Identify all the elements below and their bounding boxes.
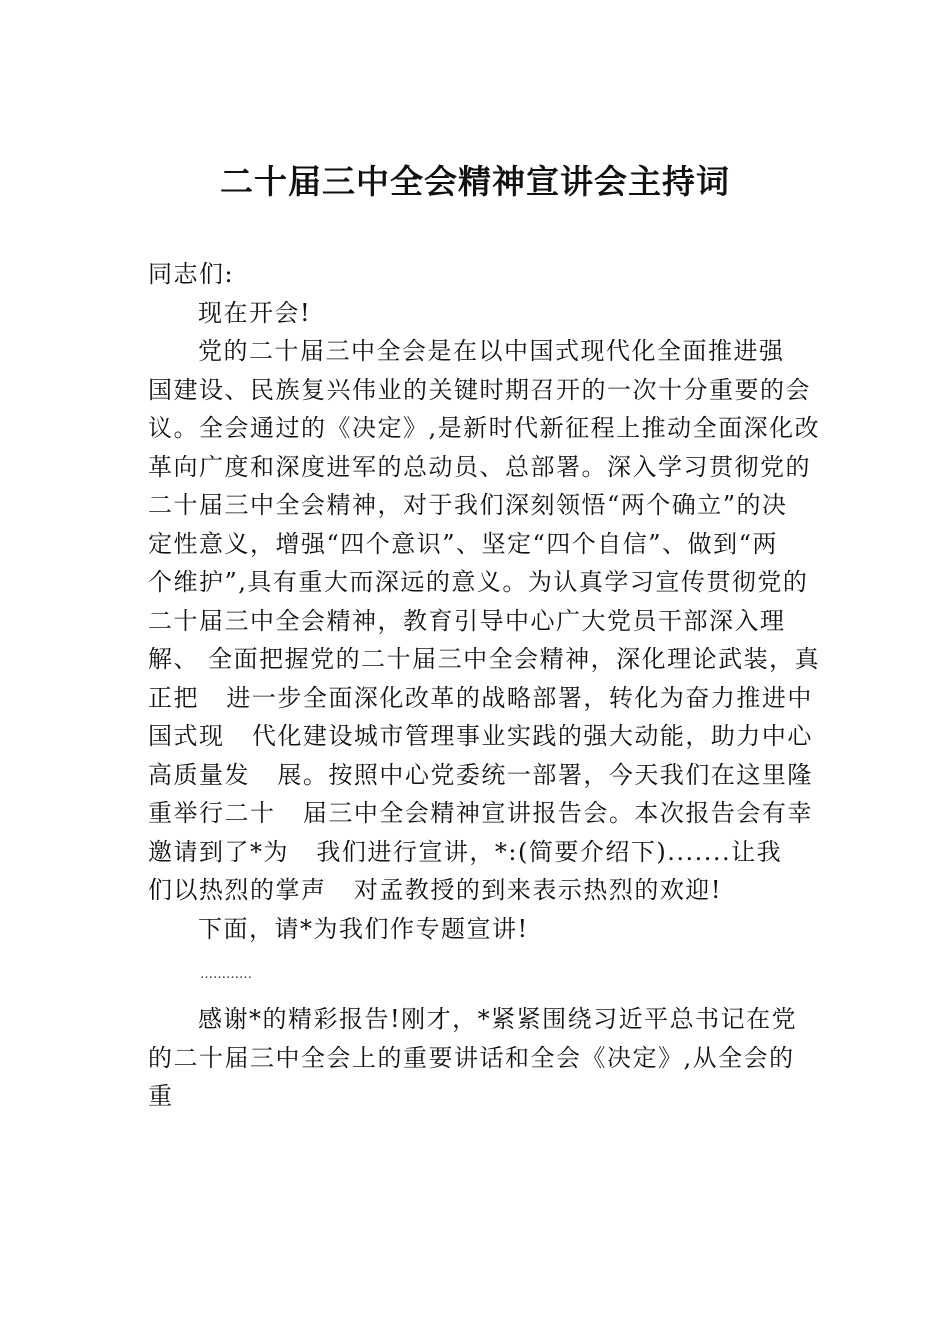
paragraph-line: 的二十届三中全会上的重要讲话和全会《决定》,从全会的 <box>148 1043 795 1072</box>
paragraph-line: 革向广度和深度进军的总动员、总部署。深入学习贯彻党的 <box>148 452 811 481</box>
paragraph-line: 邀请到了*为 我们进行宣讲，*:(简要介绍下).......让我 <box>148 837 783 866</box>
paragraph-line: 解、 全面把握党的二十届三中全会精神，深化理论武装，真 <box>148 645 821 673</box>
document-body <box>148 255 821 1116</box>
paragraph-line: 重 <box>148 1082 174 1110</box>
paragraph-line: 国建设、民族复兴伟业的关键时期召开的一次十分重要的会 <box>148 375 811 404</box>
paragraph-line: 重举行二十 届三中全会精神宣讲报告会。本次报告会有幸 <box>148 799 813 827</box>
paragraph-line: 们以热烈的掌声 对孟教授的到来表示热烈的欢迎! <box>148 876 723 904</box>
invite-line: 下面，请*为我们作专题宣讲! <box>198 914 529 943</box>
paragraph-line: 个维护”,具有重大而深远的意义。为认真学习宣传贯彻党的 <box>148 568 809 596</box>
paragraph-line: 国式现 代化建设城市管理事业实践的强大动能，助力中心 <box>148 722 813 750</box>
paragraph-line: 议。全会通过的《决定》,是新时代新征程上推动全面深化改 <box>148 414 821 442</box>
paragraph-line: 高质量发 展。按照中心党委统一部署，今天我们在这里隆 <box>148 760 813 789</box>
paragraph-line: 党的二十届三中全会是在以中国式现代化全面推进强 <box>198 337 785 365</box>
salutation: 同志们: <box>148 260 235 288</box>
paragraph-line: 感谢*的精彩报告!刚才，*紧紧围绕习近平总书记在党 <box>198 1005 798 1033</box>
paragraph-line: 二十届三中全会精神，教育引导中心广大党员干部深入理 <box>148 606 786 635</box>
main-paragraph <box>148 332 821 910</box>
opening-line: 现在开会! <box>198 298 312 327</box>
paragraph-line: 定性意义，增强“四个意识”、坚定“四个自信”、做到“两 <box>148 529 778 558</box>
document-title: 二十届三中全会精神宣讲会主持词 <box>220 162 730 201</box>
ellipsis-separator: ………… <box>200 967 252 982</box>
paragraph-line: 正把 进一步全面深化改革的战略部署，转化为奋力推进中 <box>148 683 813 712</box>
paragraph-line: 二十届三中全会精神，对于我们深刻领悟“两个确立”的决 <box>148 491 788 519</box>
closing-paragraph <box>148 1000 808 1116</box>
